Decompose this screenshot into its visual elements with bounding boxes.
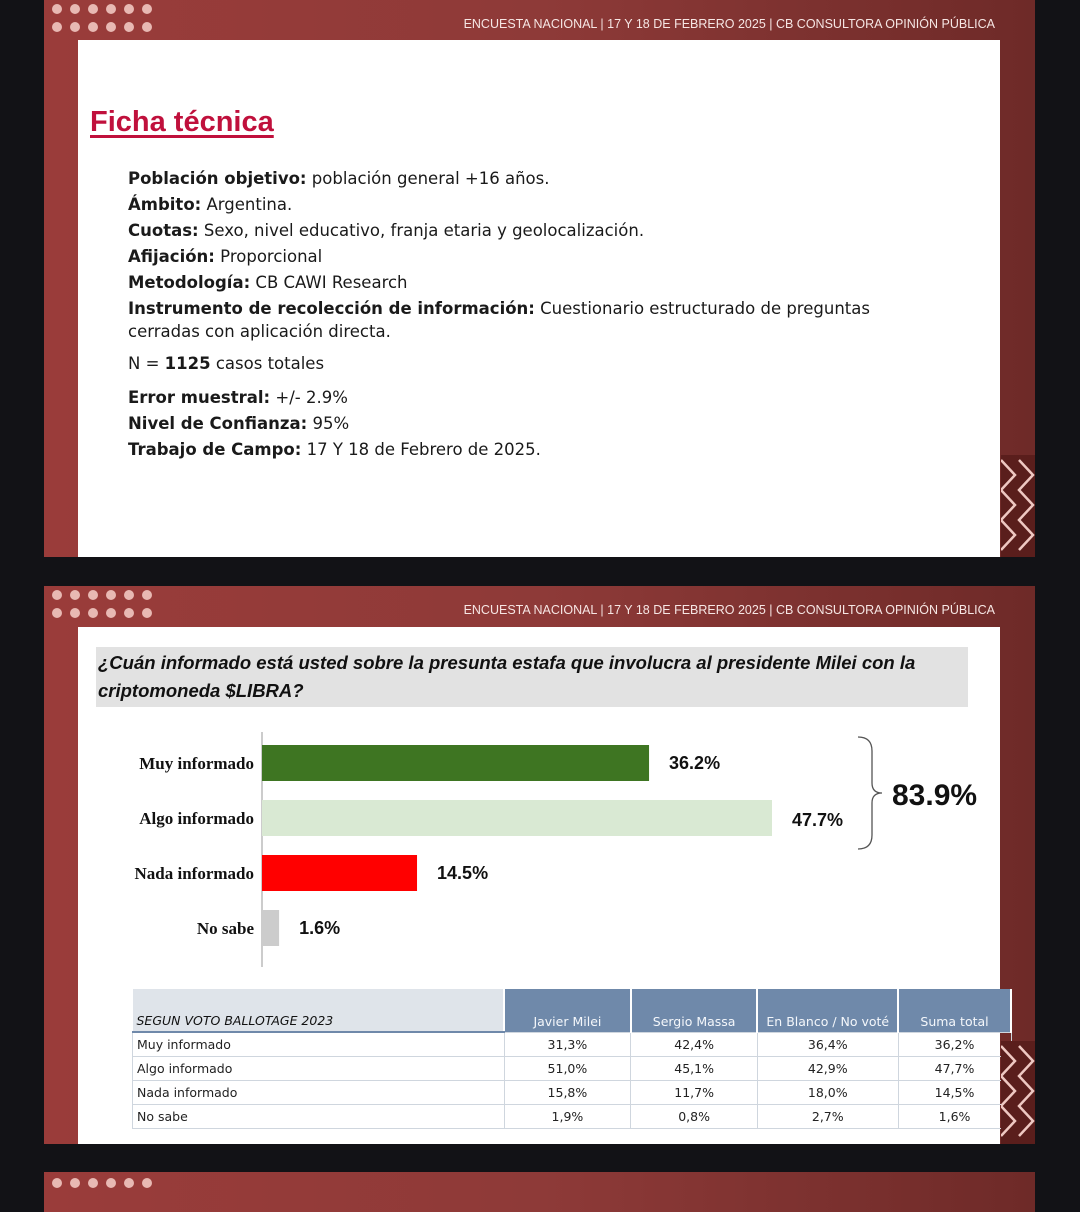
column-header: Sergio Massa: [631, 989, 758, 1032]
row-label: No sabe: [133, 1105, 505, 1129]
decorative-dots: [52, 590, 160, 618]
slide-header: ENCUESTA NACIONAL | 17 Y 18 DE FEBRERO 2025 | CB CONSULTORA OPINIÓN PÚBLICA: [463, 603, 995, 617]
table-cell: 15,8%: [504, 1081, 631, 1105]
content-panel: [78, 40, 1000, 557]
slide-question: [44, 586, 1035, 1144]
decorative-dots: [52, 1178, 160, 1188]
table-row: [133, 1057, 1012, 1081]
slide-ficha-tecnica: [44, 0, 1035, 557]
spec-item: Cuotas: Sexo, nivel educativo, franja etaria y geolocalización.: [128, 221, 645, 240]
zigzag-decoration: [1001, 455, 1035, 557]
crosstab-table: [132, 989, 1012, 1129]
table-cell: 14,5%: [898, 1081, 1011, 1105]
brace-annotation: [858, 737, 882, 849]
data-label: 1.6%: [299, 918, 341, 938]
category-label: Algo informado: [139, 809, 254, 828]
category-label: No sabe: [196, 919, 254, 938]
question-title: ¿Cuán informado está usted sobre la presunta estafa que involucra al presidente Milei con la criptomoneda $LIBRA?: [96, 647, 968, 707]
spec-item: Trabajo de Campo: 17 Y 18 de Febrero de 2025.: [128, 440, 541, 459]
bar-nada-informado: [262, 855, 417, 891]
table-cell: 51,0%: [504, 1057, 631, 1081]
bar-no-sabe: [262, 910, 279, 946]
bar-chart: [78, 727, 1000, 967]
table-cell: 42,4%: [631, 1032, 758, 1057]
table-corner-header: SEGUN VOTO BALLOTAGE 2023: [133, 989, 505, 1032]
data-label: 14.5%: [437, 863, 489, 883]
table-row: [133, 1105, 1012, 1129]
spec-list: [128, 166, 928, 463]
row-label: Muy informado: [133, 1032, 505, 1057]
data-label: 36.2%: [669, 753, 721, 773]
table-cell: 1,6%: [898, 1105, 1011, 1129]
table-cell: 18,0%: [757, 1081, 898, 1105]
decorative-dots: [52, 4, 160, 32]
column-header: Suma total: [898, 989, 1011, 1032]
table-cell: 1,9%: [504, 1105, 631, 1129]
table-row: [133, 1081, 1012, 1105]
category-label: Nada informado: [134, 864, 254, 883]
table-cell: 36,2%: [898, 1032, 1011, 1057]
page-title: Ficha técnica: [90, 106, 274, 138]
spec-item: Nivel de Confianza: 95%: [128, 414, 350, 433]
total-annotation: 83.9%: [892, 779, 978, 812]
bar-algo-informado: [262, 800, 772, 836]
content-panel: [78, 627, 1000, 1144]
row-label: Algo informado: [133, 1057, 505, 1081]
table-cell: 0,8%: [631, 1105, 758, 1129]
table-cell: 11,7%: [631, 1081, 758, 1105]
spec-item: Afijación: Proporcional: [128, 247, 323, 266]
spec-item: Población objetivo: población general +16 años.: [128, 169, 550, 188]
table-header-row: [133, 989, 1012, 1032]
column-header: Javier Milei: [504, 989, 631, 1032]
table-cell: 45,1%: [631, 1057, 758, 1081]
table-cell: 31,3%: [504, 1032, 631, 1057]
column-header: En Blanco / No voté: [757, 989, 898, 1032]
spec-item: Metodología: CB CAWI Research: [128, 273, 408, 292]
spec-item: Ámbito: Argentina.: [128, 195, 293, 214]
spec-item: Error muestral: +/- 2.9%: [128, 388, 348, 407]
table-cell: 2,7%: [757, 1105, 898, 1129]
spec-item: Instrumento de recolección de información: Cuestionario estructurado de preguntas cerradas con aplicación directa.: [128, 299, 870, 341]
bar-muy-informado: [262, 745, 649, 781]
table-row: [133, 1032, 1012, 1057]
sample-size: N = 1125 casos totales: [128, 354, 325, 373]
data-label: 47.7%: [792, 810, 844, 830]
slide-header: ENCUESTA NACIONAL | 17 Y 18 DE FEBRERO 2025 | CB CONSULTORA OPINIÓN PÚBLICA: [463, 17, 995, 31]
table-cell: 36,4%: [757, 1032, 898, 1057]
zigzag-decoration: [1001, 1041, 1035, 1144]
slide-next-partial: [44, 1172, 1035, 1212]
table-cell: 47,7%: [898, 1057, 1011, 1081]
row-label: Nada informado: [133, 1081, 505, 1105]
table-cell: 42,9%: [757, 1057, 898, 1081]
category-label: Muy informado: [139, 754, 254, 773]
